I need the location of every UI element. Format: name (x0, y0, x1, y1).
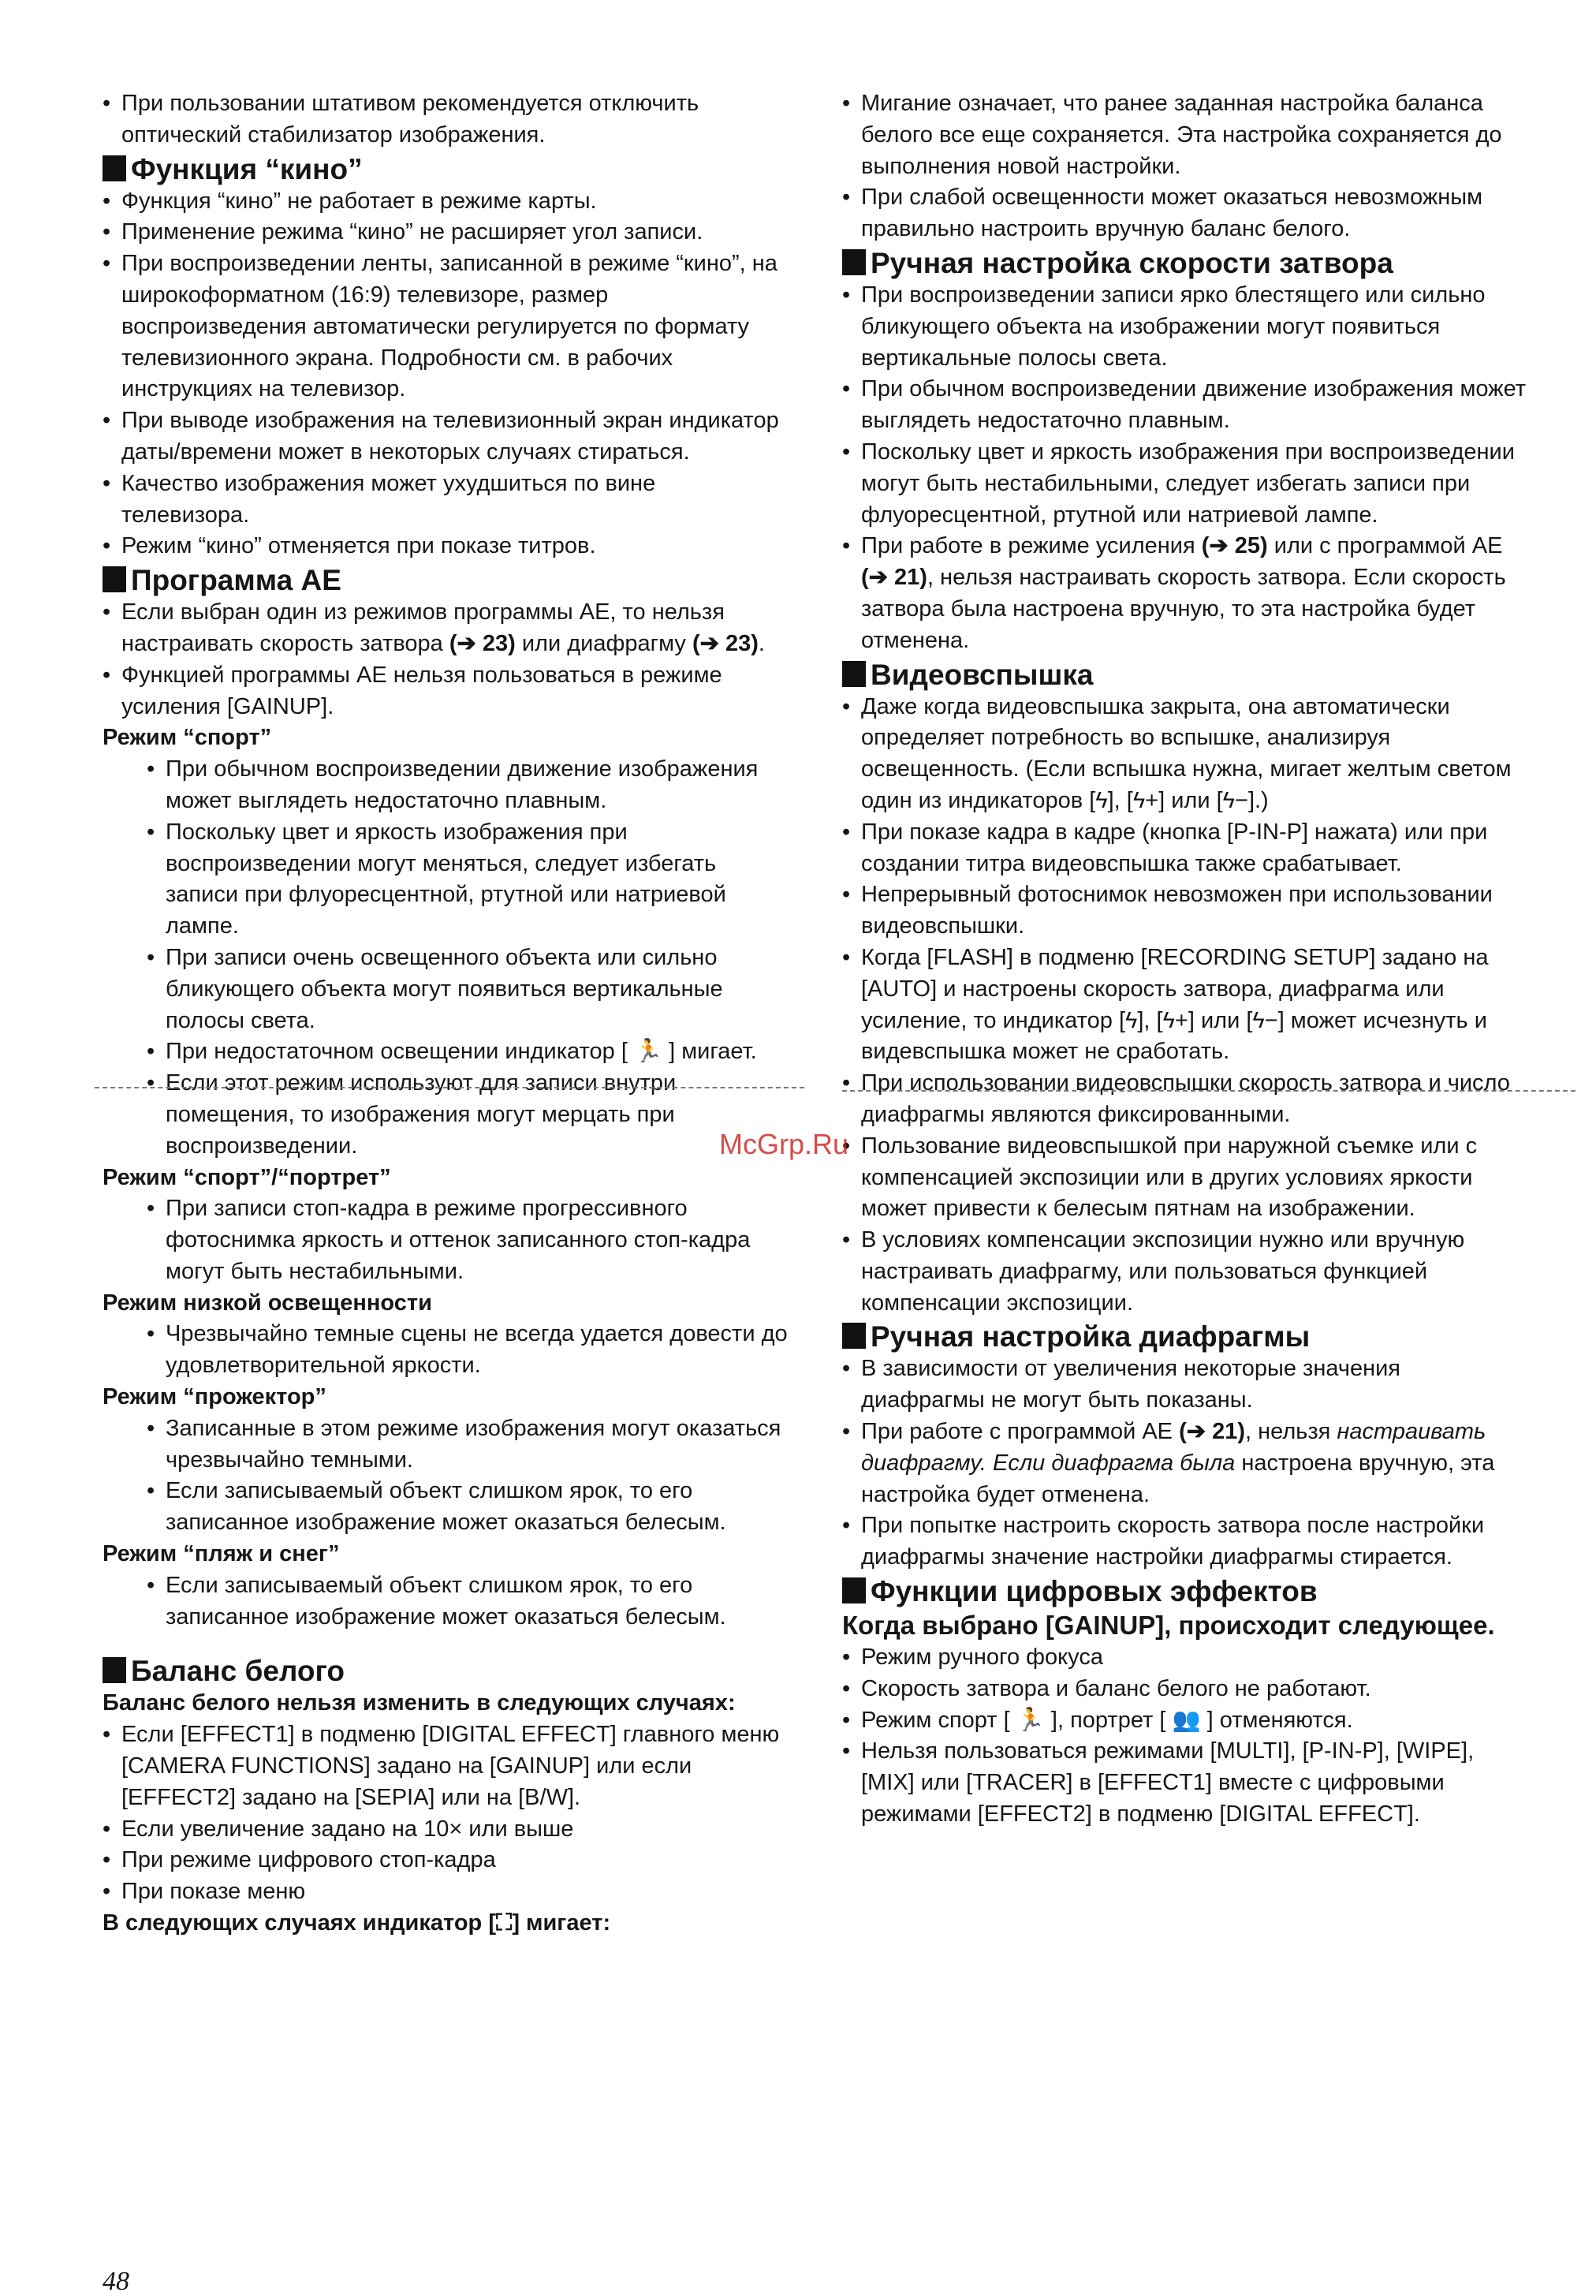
heading-program-ae (103, 564, 789, 597)
text: или с программой AE (1267, 533, 1503, 559)
heading-manual-iris (842, 1320, 1528, 1353)
text: ], портрет [ (1044, 1707, 1173, 1733)
page-reference: (➔ 23) (449, 630, 516, 656)
heading-video-flash (842, 659, 1528, 692)
heading-text: Функции цифровых эффектов (871, 1575, 1318, 1608)
bullet: • Даже когда видеовспышка закрыта, она автоматически определяет потребность во вспышке, анализируя освещенность. (Если вспышка нужна, мигает желтым светом один из индикаторов [ϟ], [ϟ+] или [ϟ−].) (842, 692, 1528, 817)
text: Режим спорт [ (861, 1707, 1016, 1733)
subheading-wb-cannot-change: Баланс белого нельзя изменить в следующих случаях: (103, 1690, 736, 1716)
sport-mode-icon: 🏃 (1016, 1707, 1045, 1733)
text: настроена вручную, эта настройка будет отменена. (861, 1450, 1495, 1507)
bullet: • Непрерывный фотоснимок невозможен при использовании видеовспышки. (842, 879, 1528, 943)
text: или диафрагму (515, 630, 692, 656)
heading-text: Ручная настройка диафрагмы (871, 1320, 1311, 1353)
bullet: • Когда [FLASH] в подменю [RECORDING SETUP] задано на [AUTO] и настроены скорость затвора, диафрагма или усиление, то индикатор [ϟ], [ϟ+] или [ϟ−] может исчезнуть и видевспышка может не сработать. (842, 943, 1528, 1068)
bullet: • Нельзя пользоваться режимами [MULTI], [P-IN-P], [WIPE], [MIX] или [TRACER] в [EFFECT1] вместе с цифровыми режимами [EFFECT2] в подменю [DIGITAL EFFECT]. (842, 1736, 1528, 1830)
bullet: • Чрезвычайно темные сцены не всегда удается довести до удовлетворительной яркости. (147, 1319, 789, 1382)
bullet: • При воспроизведении записи ярко блестящего или сильно бликующего объекта на изображении могут появиться вертикальные полосы света. (842, 280, 1528, 374)
page-number: 48 (103, 2267, 129, 2296)
portrait-mode-icon: 👥 (1172, 1707, 1201, 1733)
bullet: • Функцией программы AE нельзя пользоваться в режиме усиления [GAINUP]. (103, 660, 789, 723)
bullet: • При записи очень освещенного объекта или сильно бликующего объекта могут появиться вертикальные полосы света. (147, 943, 789, 1036)
heading-white-balance (103, 1655, 789, 1688)
bullet: • При выводе изображения на телевизионный экран индикатор даты/времени может в некоторых случаях стираться. (103, 405, 789, 469)
sport-mode-icon: 🏃 (633, 1039, 663, 1065)
bullet (147, 1036, 789, 1068)
bullet: • Если записываемый объект слишком ярок, то его записанное изображение может оказаться белесым. (147, 1476, 789, 1539)
text: Если выбран один из режимов программы AE, то нельзя настраивать скорость затвора (121, 599, 725, 656)
section-marker-icon (842, 661, 866, 687)
bullet: • При попытке настроить скорость затвора после настройки диафрагмы значение настройки диафрагмы стирается. (842, 1510, 1528, 1574)
heading-manual-shutter (842, 247, 1528, 280)
bullet: • Если записываемый объект слишком ярок, то его записанное изображение может оказаться белесым. (147, 1570, 789, 1633)
heading-text: Видеовспышка (871, 658, 1094, 691)
italic-text: настраивать диафрагму. Если диафрагма была (861, 1419, 1486, 1476)
heading-text: Баланс белого (131, 1655, 345, 1688)
text: . (758, 630, 765, 656)
bullet: • Скорость затвора и баланс белого не работают. (842, 1674, 1528, 1705)
text: При работе в режиме усиления (861, 533, 1202, 559)
text: , нельзя (1245, 1419, 1337, 1445)
bullet (842, 1705, 1528, 1737)
white-balance-icon: ⛶ (496, 1910, 513, 1936)
tripod-note: • При пользовании штативом рекомендуется отключить оптический стабилизатор изображения. (103, 88, 789, 151)
bullet: • Если увеличение задано на 10× или выше (103, 1814, 789, 1846)
bullet: • Записанные в этом режиме изображения могут оказаться чрезвычайно темными. (147, 1413, 789, 1477)
scan-dash-line (95, 1087, 804, 1088)
bullet: • Режим ручного фокуса (842, 1642, 1528, 1674)
heading-digital-effects (842, 1575, 1528, 1608)
text: В следующих случаях индикатор [ (103, 1910, 496, 1936)
bullet: • При показе кадра в кадре (кнопка [P-IN-P] нажата) или при создании титра видеовспышка также срабатывает. (842, 817, 1528, 880)
text: ] мигает: (512, 1910, 611, 1936)
bullet: • При воспроизведении ленты, записанной в режиме “кино”, на широкоформатном (16:9) телевизоре, размер воспроизведения автоматически регулируется по формату телевизионного экрана. Подробности см. в рабочих инструкциях на телевизор. (103, 248, 789, 405)
section-marker-icon (842, 1323, 866, 1349)
page-reference: (➔ 21) (861, 565, 927, 591)
bullet: • При режиме цифрового стоп-кадра (103, 1845, 789, 1876)
subheading-spotlight: Режим “прожектор” (103, 1384, 326, 1410)
heading-movie-function (103, 153, 789, 186)
subheading-low-light: Режим низкой освещенности (103, 1290, 432, 1316)
page-reference: (➔ 23) (692, 630, 759, 656)
bullet: • Если [EFFECT1] в подменю [DIGITAL EFFECT] главного меню [CAMERA FUNCTIONS] задано на [GAINUP] или если [EFFECT2] задано на [SEPIA] или на [B/W]. (103, 1719, 789, 1813)
bullet: • В зависимости от увеличения некоторые значения диафрагмы не могут быть показаны. (842, 1353, 1528, 1417)
text: При недостаточном освещении индикатор [ (166, 1039, 634, 1065)
bullet: • При записи стоп-кадра в режиме прогрессивного фотоснимка яркость и оттенок записанного стоп-кадра могут быть нестабильными. (147, 1193, 789, 1287)
bullet: • Качество изображения может ухудшиться по вине телевизора. (103, 469, 789, 532)
bullet: • Если этот режим используют для записи внутри помещения, то изображения могут мерцать при воспроизведении. (147, 1068, 789, 1162)
section-marker-icon (842, 249, 866, 275)
bullet: • Поскольку цвет и яркость изображения при воспроизведении могут меняться, следует избегать записи при флуоресцентной, ртутной или натриевой лампе. (147, 817, 789, 943)
subheading-indicator-blinks (103, 1908, 789, 1939)
heading-text: Ручная настройка скорости затвора (871, 246, 1393, 279)
bullet: • При обычном воспроизведении движение изображения может выглядеть недостаточно плавным. (842, 374, 1528, 437)
text: ] отменяются. (1200, 1707, 1353, 1733)
section-marker-icon (103, 155, 126, 181)
right-column (842, 88, 1528, 1831)
heading-text: Функция “кино” (131, 152, 363, 185)
page-reference: (➔ 25) (1201, 533, 1268, 559)
watermark: McGrp.Ru (719, 1128, 849, 1160)
section-marker-icon (103, 566, 126, 592)
scan-dash-line (842, 1090, 1575, 1092)
subheading-gainup: Когда выбрано [GAINUP], происходит следующее. (842, 1611, 1495, 1641)
bullet: • При слабой освещенности может оказаться невозможным правильно настроить вручную баланс белого. (842, 182, 1528, 245)
bullet: • Функция “кино” не работает в режиме карты. (103, 186, 789, 218)
bullet: • Мигание означает, что ранее заданная настройка баланса белого все еще сохраняется. Эта настройка сохраняется до выполнения новой настройки. (842, 88, 1528, 182)
bullet: • При обычном воспроизведении движение изображения может выглядеть недостаточно плавным. (147, 754, 789, 817)
bullet: • В условиях компенсации экспозиции нужно или вручную настраивать диафрагму, или пользоваться функцией компенсации экспозиции. (842, 1225, 1528, 1319)
bullet: • При использовании видеовспышки скорость затвора и число диафрагмы являются фиксированными. (842, 1068, 1528, 1131)
text: , нельзя настраивать скорость затвора. Если скорость затвора была настроена вручную, то эта настройка будет отменена. (861, 565, 1506, 653)
bullet: • Режим “кино” отменяется при показе титров. (103, 531, 789, 562)
section-marker-icon (842, 1577, 866, 1603)
text: ] мигает. (662, 1039, 757, 1065)
left-column (103, 88, 789, 1939)
bullet: • Пользование видеовспышкой при наружной съемке или с компенсацией экспозиции или в других условиях яркости может привести к белесым пятнам на изображении. (842, 1131, 1528, 1225)
bullet (842, 531, 1528, 656)
bullet: • Применение режима “кино” не расширяет угол записи. (103, 217, 789, 248)
bullet: • Поскольку цвет и яркость изображения при воспроизведении могут быть нестабильными, следует избегать записи при флуоресцентной, ртутной или натриевой лампе. (842, 437, 1528, 531)
subheading-sport: Режим “спорт” (103, 725, 272, 751)
section-marker-icon (103, 1657, 126, 1683)
subheading-sport-portrait: Режим “спорт”/“портрет” (103, 1164, 391, 1190)
text: При работе с программой AE (861, 1419, 1180, 1445)
page-reference: (➔ 21) (1179, 1419, 1246, 1445)
bullet (103, 597, 789, 660)
subheading-beach-snow: Режим “пляж и снег” (103, 1541, 340, 1567)
bullet (842, 1417, 1528, 1510)
heading-text: Программа AE (131, 564, 341, 597)
bullet: • При показе меню (103, 1876, 789, 1908)
spacer (103, 1633, 789, 1653)
